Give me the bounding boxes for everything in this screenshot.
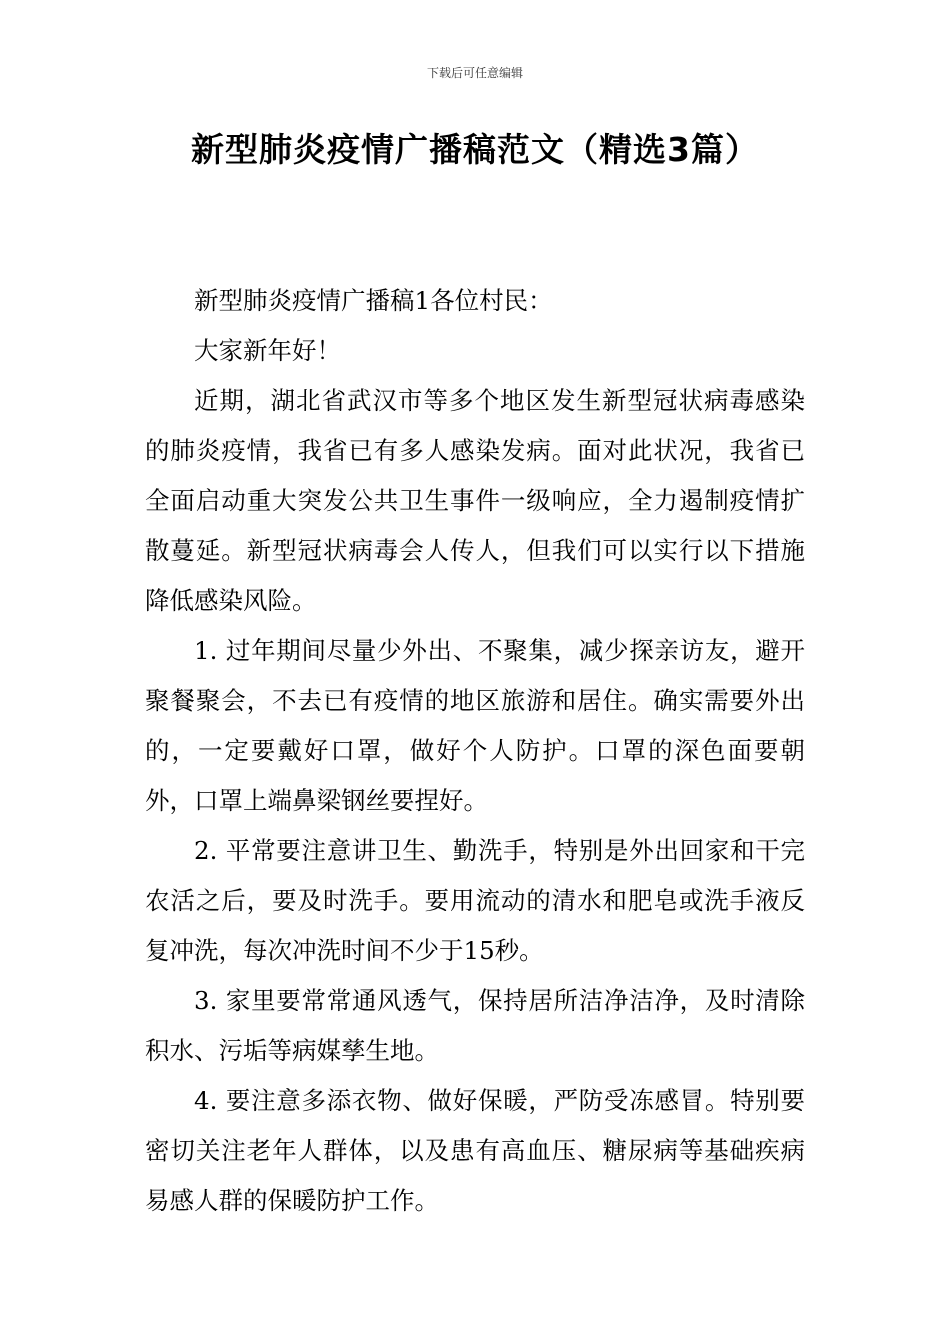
paragraph-item-4: 4. 要注意多添衣物、做好保暖，严防受冻感冒。特别要密切关注老年人群体，以及患有高血压、糖尿病等基础疾病易感人群的保暖防护工作。 <box>145 1086 805 1215</box>
paragraph-intro: 近期，湖北省武汉市等多个地区发生新型冠状病毒感染的肺炎疫情，我省已有多人感染发病。面对此状况，我省已全面启动重大突发公共卫生事件一级响应，全力遏制疫情扩散蔓延。新型冠状病毒会人传人，但我们可以实行以下措施降低感染风险。 <box>145 386 805 615</box>
paragraph-item-2: 2. 平常要注意讲卫生、勤洗手，特别是外出回家和干完农活之后，要及时洗手。要用流动的清水和肥皂或洗手液反复冲洗，每次冲洗时间不少于15秒。 <box>145 836 805 965</box>
document-body <box>145 276 805 1226</box>
paragraph-item-3: 3. 家里要常常通风透气，保持居所洁净洁净，及时清除积水、污垢等病媒孳生地。 <box>145 986 805 1065</box>
paragraph-new-year-greeting: 大家新年好！ <box>194 336 341 365</box>
paragraph-item-1: 1. 过年期间尽量少外出、不聚集，减少探亲访友，避开聚餐聚会，不去已有疫情的地区旅游和居住。确实需要外出的，一定要戴好口罩，做好个人防护。口罩的深色面要朝外，口罩上端鼻梁钢丝要捏好。 <box>145 636 805 815</box>
paragraph-greeting-line: 新型肺炎疫情广播稿1各位村民： <box>194 286 553 315</box>
document-title: 新型肺炎疫情广播稿范文（精选3篇） <box>191 130 759 169</box>
header-note: 下载后可任意编辑 <box>426 66 523 80</box>
